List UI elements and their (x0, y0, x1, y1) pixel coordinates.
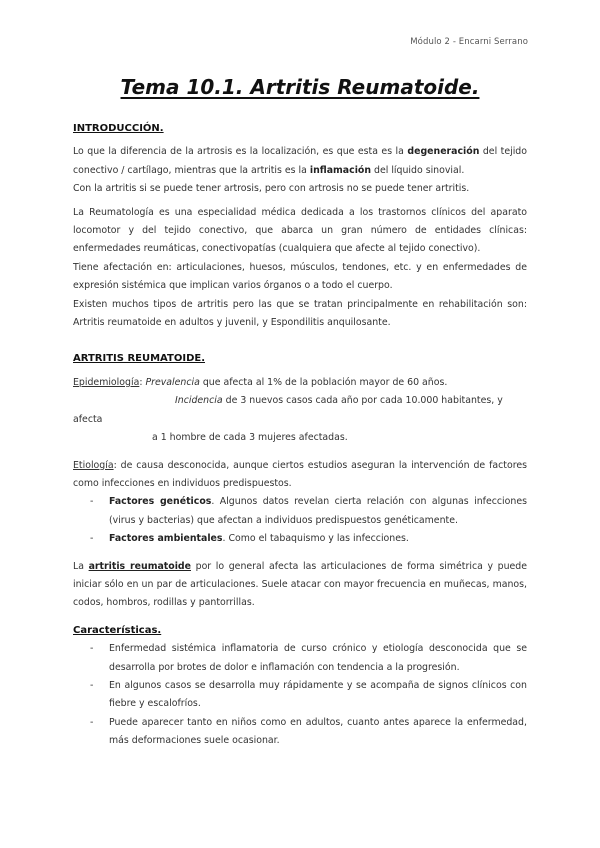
etiologia-paragraph: Etiología: de causa desconocida, aunque ciertos estudios aseguran la intervención de factores como infecciones en individuos predispuestos. (73, 459, 527, 489)
epidemiologia-line: Epidemiología: Prevalencia que afecta al 1% de la población mayor de 60 años. (73, 376, 448, 388)
factores-list (73, 493, 527, 548)
dash-bullet: - (90, 496, 94, 508)
incidencia-line: Incidencia de 3 nuevos casos cada año por cada 10.000 habitantes, y (175, 395, 503, 407)
epidemiologia-label: Epidemiología (73, 376, 140, 388)
section-heading-artritis-reumatoide: ARTRITIS REUMATOIDE. (73, 353, 205, 365)
intro-paragraph-1: Lo que la diferencia de la artrosis es la localización, es que esta es la degeneración del tejido conectivo / cartílago, mientras que la artritis es la inflamación del líquido sinovial. (73, 146, 527, 176)
dash-bullet: - (90, 533, 94, 545)
page-header: Módulo 2 - Encarni Serrano (410, 37, 528, 47)
hombre-line: a 1 hombre de cada 3 mujeres afectadas. (152, 432, 348, 444)
list-item: - Factores ambientales. Como el tabaquismo y las infecciones. (73, 530, 527, 548)
afecta-line: afecta (73, 413, 103, 425)
section-heading-introduccion: INTRODUCCIÓN. (73, 123, 164, 134)
list-item: - Factores genéticos. Algunos datos revelan cierta relación con algunas infecciones (virus y bacterias) que afectan a individuos predispuestos genéticamente. (73, 493, 527, 530)
dash-bullet: - (90, 679, 94, 691)
artritis-reumatoide-term: artritis reumatoide (88, 560, 191, 572)
dash-bullet: - (90, 643, 94, 655)
list-item: - Enfermedad sistémica inflamatoria de curso crónico y etiología desconocida que se desarrolla por brotes de dolor e inflamación con tendencia a la progresión. (73, 640, 527, 677)
list-item: - Puede aparecer tanto en niños como en adultos, cuanto antes aparece la enfermedad, más deformaciones suele ocasionar. (73, 714, 527, 751)
list-item: - En algunos casos se desarrolla muy rápidamente y se acompaña de signos clínicos con fiebre y escalofríos. (73, 677, 527, 714)
inflamacion-term: inflamación (309, 164, 372, 176)
intro-paragraph-4: Tiene afectación en: articulaciones, huesos, músculos, tendones, etc. y en enfermedades de expresión sistémica que implican varios órganos o a todo el cuerpo. (73, 261, 527, 292)
prevalencia-label: Prevalencia (145, 376, 200, 388)
intro-paragraph-5: Existen muchos tipos de artritis pero las que se tratan principalmente en rehabilitación son: Artritis reumatoide en adultos y juvenil, y Espondilitis anquilosante. (73, 298, 527, 329)
dash-bullet: - (90, 716, 94, 728)
caracteristicas-list (73, 640, 527, 750)
document-body (73, 120, 527, 751)
artritis-reumatoide-paragraph: La artritis reumatoide por lo general afecta las articulaciones de forma simétrica y puede iniciar sólo en un par de articulaciones. Suele atacar con mayor frecuencia en muñecas, manos, codos, hombros, rodillas y pantorrillas. (73, 560, 527, 609)
intro-paragraph-3: La Reumatología es una especialidad médica dedicada a los trastornos clínicos del aparato locomotor y del tejido conectivo, que abarca un gran número de entidades clínicas: enfermedades reumáticas, conectivopatías (cualquiera que afecte al tejido conectivo). (73, 206, 527, 255)
degeneracion-term: degeneración (407, 146, 480, 158)
intro-paragraph-2: Con la artritis si se puede tener artrosis, pero con artrosis no se puede tener artritis. (73, 183, 470, 195)
incidencia-label: Incidencia (175, 395, 223, 407)
page-title: Tema 10.1. Artritis Reumatoide. (120, 75, 480, 99)
etiologia-label: Etiología (73, 459, 114, 471)
section-heading-caracteristicas: Características. (73, 624, 162, 636)
